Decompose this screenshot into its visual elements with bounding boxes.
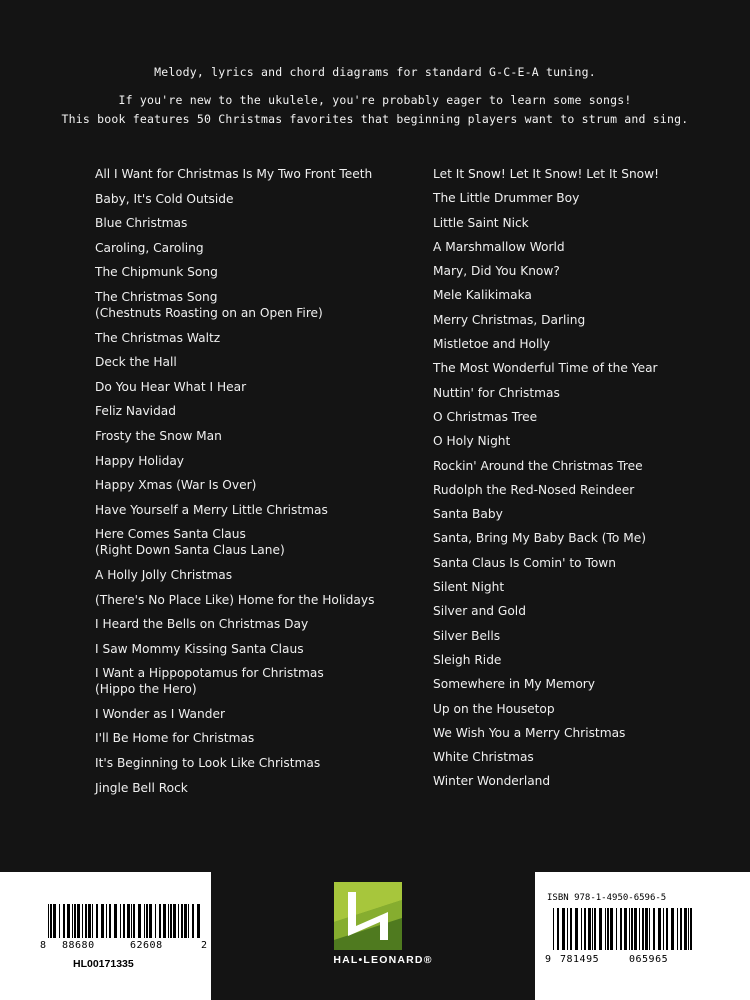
isbn-label: ISBN 978-1-4950-6596-5 — [547, 893, 667, 903]
song-title — [95, 379, 395, 395]
song-title — [433, 433, 733, 449]
song-title — [433, 190, 733, 206]
intro-line-2: If you're new to the ukulele, you're probably eager to learn some songs! — [118, 93, 632, 107]
song-title — [95, 354, 395, 370]
song-title-text: Mistletoe and Holly — [433, 337, 550, 352]
song-title — [95, 502, 395, 518]
song-title-text: Rockin' Around the Christmas Tree — [433, 458, 643, 473]
upc-digits-group1: 88680 — [62, 940, 95, 951]
song-title — [433, 385, 733, 401]
hal-leonard-mark — [334, 882, 402, 950]
song-title — [433, 409, 733, 425]
song-title — [433, 530, 733, 546]
product-code: HL00171335 — [73, 958, 134, 970]
song-title — [433, 652, 733, 668]
song-title-text: The Christmas Waltz — [95, 330, 221, 345]
song-title-text: Mele Kalikimaka — [433, 288, 532, 303]
song-title-text: Silent Night — [433, 580, 505, 595]
song-title-text: I Wonder as I Wander — [95, 706, 225, 721]
song-title-text: The Christmas Song — [95, 289, 218, 304]
song-title — [95, 215, 395, 231]
intro-line-3: This book features 50 Christmas favorites that beginning players want to strum and sing. — [61, 112, 689, 126]
isbn-barcode-panel — [535, 872, 750, 1000]
song-title — [95, 289, 395, 321]
song-title — [433, 239, 733, 255]
song-title-text: A Holly Jolly Christmas — [95, 567, 233, 582]
song-title — [95, 477, 395, 493]
upc-barcode-panel — [0, 872, 211, 1000]
song-title — [95, 730, 395, 746]
upc-digits-group2: 62608 — [130, 940, 163, 951]
song-title-text: I'll Be Home for Christmas — [95, 731, 255, 746]
song-title-text: Have Yourself a Merry Little Christmas — [95, 502, 328, 517]
song-title — [95, 428, 395, 444]
upc-barcode — [48, 904, 200, 938]
song-title-text: Rudolph the Red-Nosed Reindeer — [433, 482, 635, 497]
song-title-text: Here Comes Santa Claus — [95, 527, 246, 542]
song-title-text: (There's No Place Like) Home for the Holidays — [95, 592, 375, 607]
song-subtitle: (Hippo the Hero) — [95, 682, 197, 697]
song-title-text: Silver and Gold — [433, 604, 526, 619]
isbn-digits-group1: 781495 — [560, 954, 600, 965]
song-title — [95, 166, 395, 182]
song-title — [433, 166, 733, 182]
song-title-text: Merry Christmas, Darling — [433, 312, 586, 327]
song-title-text: Somewhere in My Memory — [433, 677, 596, 692]
song-title-text: Caroling, Caroling — [95, 240, 204, 255]
isbn-digit-first: 9 — [545, 954, 552, 965]
song-title — [95, 616, 395, 632]
song-title — [95, 641, 395, 657]
song-title-text: Santa, Bring My Baby Back (To Me) — [433, 531, 646, 546]
song-title — [95, 665, 395, 697]
intro-line-1: Melody, lyrics and chord diagrams for standard G-C-E-A tuning. — [154, 65, 596, 79]
publisher-name: HAL•LEONARD® — [333, 954, 433, 966]
song-title — [433, 506, 733, 522]
song-title — [433, 603, 733, 619]
song-title — [433, 773, 733, 789]
song-list-right — [433, 166, 733, 798]
song-title — [95, 240, 395, 256]
song-title — [433, 458, 733, 474]
song-title-text: Blue Christmas — [95, 216, 188, 231]
song-title-text: Santa Baby — [433, 507, 503, 522]
song-title — [95, 780, 395, 796]
song-title — [95, 264, 395, 280]
song-title — [433, 579, 733, 595]
song-title-text: Silver Bells — [433, 628, 501, 643]
intro-text — [0, 64, 750, 129]
song-title — [95, 453, 395, 469]
song-title-text: White Christmas — [433, 750, 534, 765]
song-title — [95, 403, 395, 419]
song-title-text: Do You Hear What I Hear — [95, 379, 247, 394]
song-title-text: Frosty the Snow Man — [95, 428, 222, 443]
song-title-text: I Heard the Bells on Christmas Day — [95, 617, 309, 632]
song-title-text: Nuttin' for Christmas — [433, 385, 560, 400]
song-title-text: We Wish You a Merry Christmas — [433, 725, 626, 740]
song-title — [95, 706, 395, 722]
song-subtitle: (Right Down Santa Claus Lane) — [95, 543, 285, 558]
song-title-text: It's Beginning to Look Like Christmas — [95, 756, 321, 771]
song-title-text: Jingle Bell Rock — [95, 780, 188, 795]
song-title-text: Happy Holiday — [95, 453, 185, 468]
song-title — [95, 191, 395, 207]
song-title-text: Little Saint Nick — [433, 215, 529, 230]
song-title-text: Winter Wonderland — [433, 774, 551, 789]
song-title-text: Feliz Navidad — [95, 404, 177, 419]
song-title-text: O Holy Night — [433, 434, 511, 449]
song-title-text: Happy Xmas (War Is Over) — [95, 478, 257, 493]
song-title-text: Deck the Hall — [95, 355, 177, 370]
song-title — [433, 263, 733, 279]
isbn-digits-group2: 065965 — [629, 954, 669, 965]
song-title-text: The Chipmunk Song — [95, 265, 218, 280]
song-title — [433, 701, 733, 717]
song-title — [95, 330, 395, 346]
isbn-barcode — [553, 908, 693, 950]
song-title-text: Up on the Housetop — [433, 701, 555, 716]
song-title — [433, 482, 733, 498]
song-title-text: The Most Wonderful Time of the Year — [433, 361, 658, 376]
song-title-text: All I Want for Christmas Is My Two Front Teeth — [95, 167, 373, 181]
upc-digit-first: 8 — [40, 940, 47, 951]
song-title-text: Let It Snow! Let It Snow! Let It Snow! — [433, 167, 659, 181]
song-title — [433, 749, 733, 765]
song-title-text: O Christmas Tree — [433, 409, 538, 424]
song-title-text: I Saw Mommy Kissing Santa Claus — [95, 641, 304, 656]
song-title-text: I Want a Hippopotamus for Christmas — [95, 666, 324, 681]
song-title — [95, 567, 395, 583]
song-title-text: Santa Claus Is Comin' to Town — [433, 555, 616, 570]
song-title — [433, 215, 733, 231]
song-title — [433, 287, 733, 303]
song-title — [95, 755, 395, 771]
song-title — [433, 336, 733, 352]
song-list-left — [95, 166, 395, 804]
song-title — [95, 526, 395, 558]
song-title — [433, 555, 733, 571]
upc-digit-last: 2 — [201, 940, 208, 951]
song-title — [95, 592, 395, 608]
song-title — [433, 725, 733, 741]
song-title-text: The Little Drummer Boy — [433, 191, 580, 206]
song-title-text: Mary, Did You Know? — [433, 264, 560, 279]
song-title — [433, 676, 733, 692]
song-title — [433, 360, 733, 376]
song-title — [433, 312, 733, 328]
song-title-text: Sleigh Ride — [433, 652, 502, 667]
song-title-text: A Marshmallow World — [433, 239, 565, 254]
song-subtitle: (Chestnuts Roasting on an Open Fire) — [95, 305, 323, 320]
song-title — [433, 628, 733, 644]
song-title-text: Baby, It's Cold Outside — [95, 191, 234, 206]
